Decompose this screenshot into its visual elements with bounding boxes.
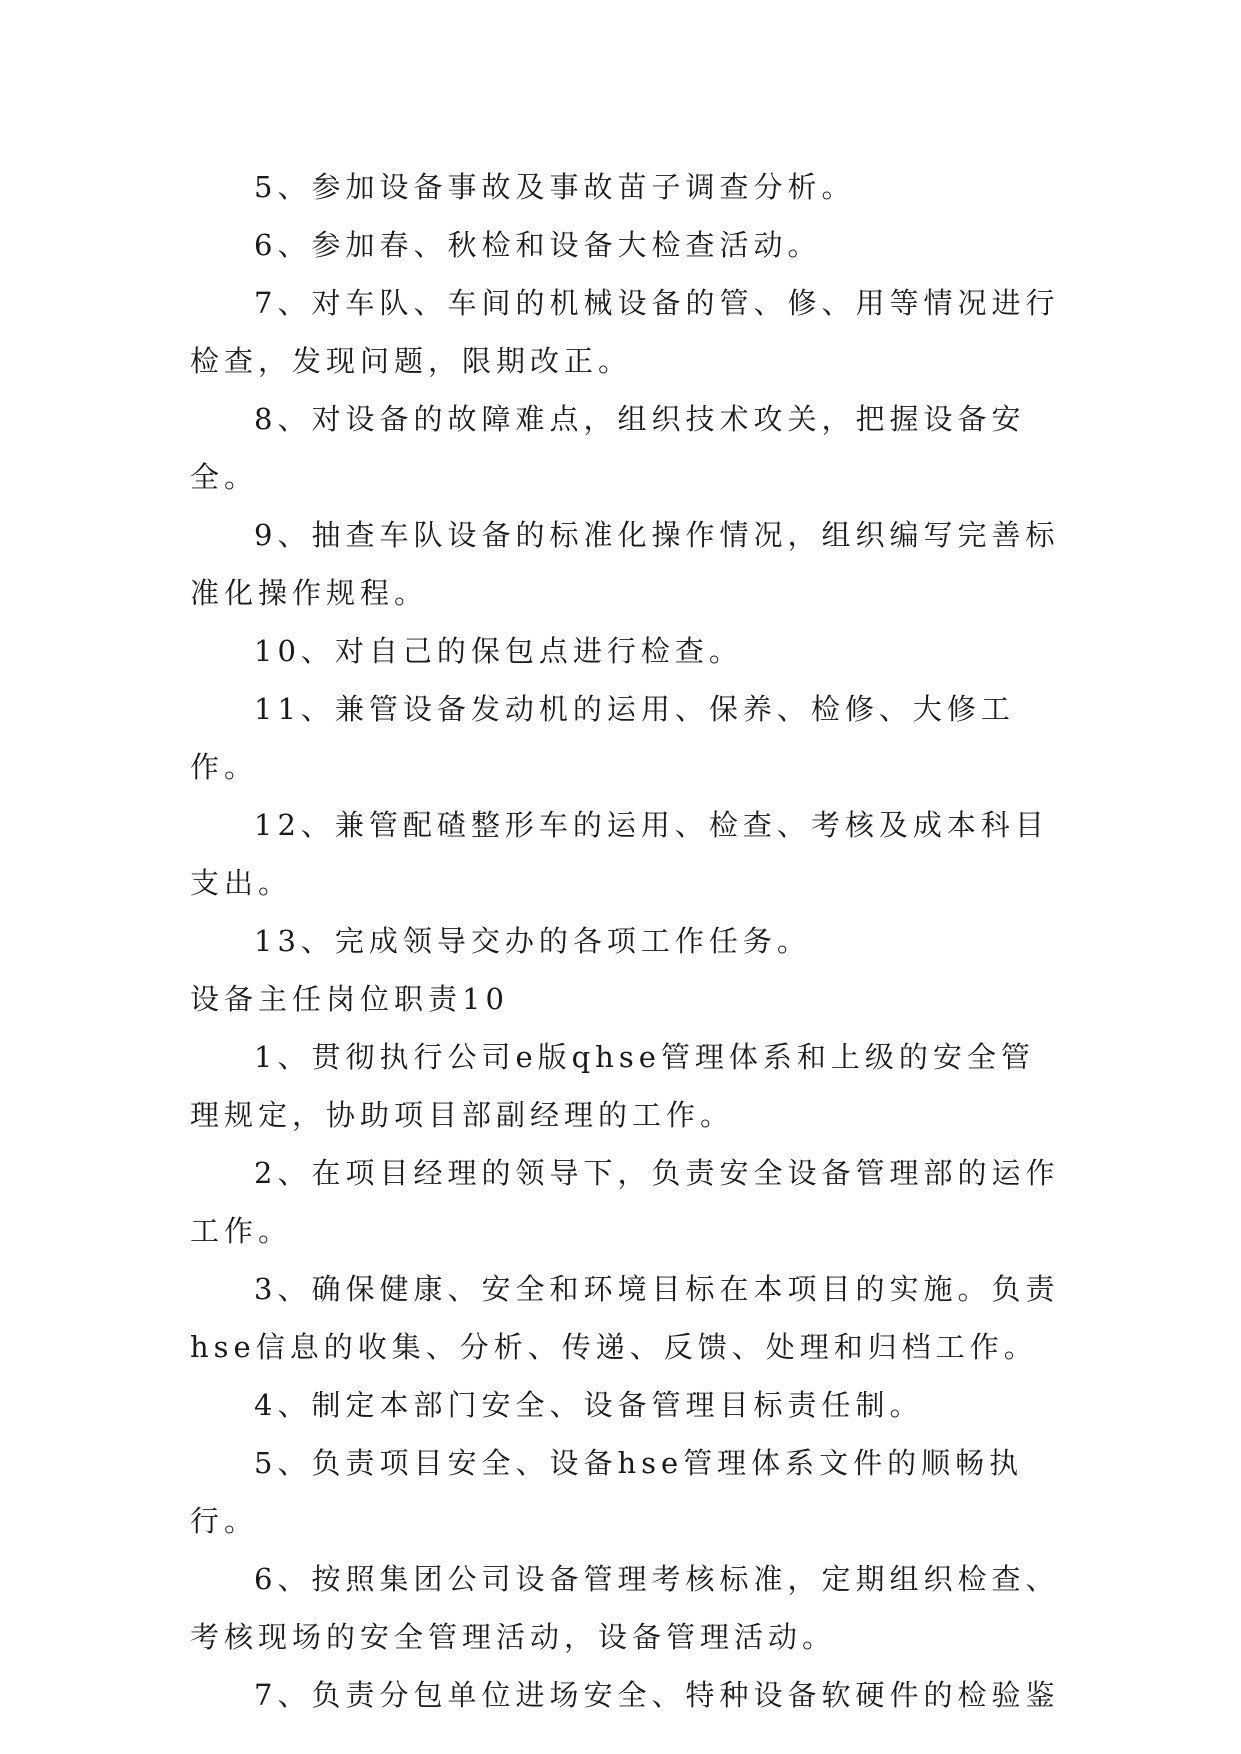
paragraph: 5、参加设备事故及事故苗子调查分析。	[254, 170, 856, 204]
paragraph: 3、确保健康、安全和环境目标在本项目的实施。负责hse信息的收集、分析、传递、反馈、处理和归档工作。	[190, 1272, 1060, 1364]
paragraph: 7、对车队、车间的机械设备的管、修、用等情况进行检查，发现问题，限期改正。	[190, 286, 1060, 378]
paragraph: 9、抽查车队设备的标准化操作情况，组织编写完善标准化操作规程。	[190, 518, 1060, 610]
paragraph: 6、参加春、秋检和设备大检查活动。	[254, 228, 822, 262]
paragraph: 8、对设备的故障难点，组织技术攻关，把握设备安全。	[190, 402, 1026, 494]
paragraph: 6、按照集团公司设备管理考核标准，定期组织检查、考核现场的安全管理活动，设备管理活动。	[190, 1562, 1060, 1654]
paragraph: 4、制定本部门安全、设备管理目标责任制。	[254, 1388, 924, 1422]
section-heading: 设备主任岗位职责10	[190, 982, 509, 1016]
paragraph: 7、负责分包单位进场安全、特种设备软硬件的检验鉴	[254, 1678, 1060, 1712]
paragraph: 2、在项目经理的领导下，负责安全设备管理部的运作工作。	[190, 1156, 1060, 1248]
paragraph: 5、负责项目安全、设备hse管理体系文件的顺畅执行。	[190, 1446, 1024, 1538]
paragraph: 12、兼管配碴整形车的运用、检查、考核及成本科目支出。	[190, 808, 1049, 900]
paragraph: 13、完成领导交办的各项工作任务。	[254, 924, 811, 958]
paragraph: 11、兼管设备发动机的运用、保养、检修、大修工作。	[190, 692, 1015, 784]
paragraph: 1、贯彻执行公司e版qhse管理体系和上级的安全管理规定，协助项目部副经理的工作。	[190, 1040, 1035, 1132]
paragraph: 10、对自己的保包点进行检查。	[254, 634, 743, 668]
document-body	[190, 158, 1060, 1724]
